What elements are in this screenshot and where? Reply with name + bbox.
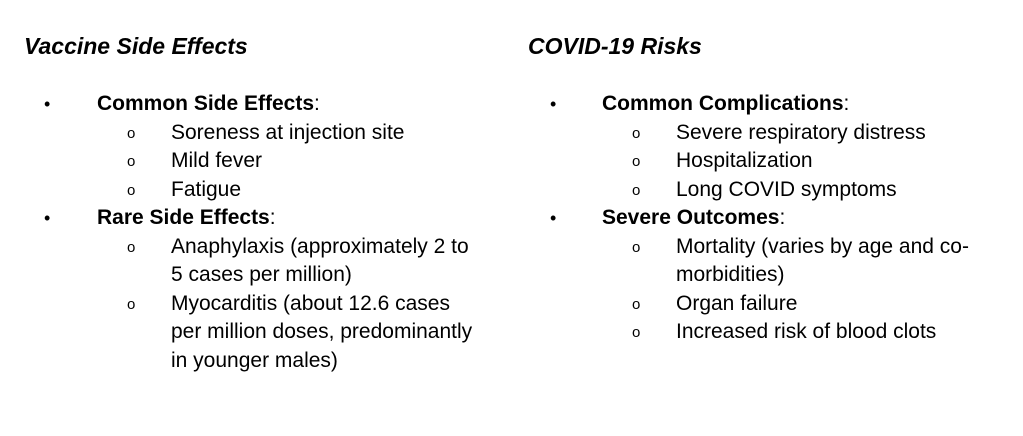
sub-list — [528, 119, 986, 205]
list-item-rare-side-effects: • Rare Side Effects: o Anaphylaxis (approximately 2 to 5 cases per million) o Myocarditis (about 12.6 cases per million doses, predominantly in younger males) — [24, 204, 481, 375]
vaccine-side-effects-title: Vaccine Side Effects — [24, 33, 248, 59]
section-label: Severe Outcomes — [602, 206, 780, 229]
circle-bullet-icon: o — [127, 124, 136, 142]
section-label: Rare Side Effects — [97, 206, 270, 229]
list-item: o Increased risk of blood clots — [528, 318, 986, 347]
circle-bullet-icon: o — [127, 153, 136, 170]
circle-bullet-icon: o — [127, 238, 136, 256]
circle-bullet-icon: o — [632, 295, 641, 313]
list-item: o Fatigue — [24, 176, 481, 205]
circle-bullet-icon: o — [632, 181, 641, 199]
covid-risks-title: COVID-19 Risks — [528, 33, 702, 59]
vaccine-side-effects-list — [24, 90, 481, 375]
list-item: o Mild fever — [24, 147, 481, 176]
circle-bullet-icon: o — [632, 324, 641, 341]
section-label: Common Complications — [602, 92, 844, 115]
circle-bullet-icon: o — [127, 181, 136, 199]
list-item: o Hospitalization — [528, 147, 986, 176]
sub-list — [528, 233, 986, 347]
section-label: Common Side Effects — [97, 92, 315, 115]
bullet-icon: • — [44, 208, 51, 228]
circle-bullet-icon: o — [632, 238, 641, 256]
list-item: o Severe respiratory distress — [528, 119, 986, 148]
bullet-icon: • — [44, 94, 51, 114]
circle-bullet-icon: o — [127, 295, 136, 313]
list-item: o Soreness at injection site — [24, 119, 481, 148]
list-item: o Organ failure — [528, 290, 986, 319]
list-item: o Anaphylaxis (approximately 2 to 5 cases per million) — [127, 234, 469, 286]
bullet-icon: • — [550, 94, 557, 114]
covid-risks-list — [528, 90, 986, 347]
sub-list — [24, 119, 481, 205]
list-item: o Mortality (varies by age and co-morbidities) — [632, 234, 969, 286]
sub-list — [24, 233, 481, 376]
circle-bullet-icon: o — [632, 153, 641, 170]
list-item-common-complications: • Common Complications: o Severe respiratory distress o Hospitalization o Long COVID symptoms — [528, 90, 986, 204]
circle-bullet-icon: o — [632, 124, 641, 142]
list-item-common-side-effects: • Common Side Effects: o Soreness at injection site o Mild fever o Fatigue — [24, 90, 481, 204]
list-item: o Long COVID symptoms — [528, 176, 986, 205]
bullet-icon: • — [550, 208, 557, 228]
list-item-severe-outcomes: • Severe Outcomes: o Mortality (varies by age and co-morbidities) o Organ failure o Increased risk of blood clots — [528, 204, 986, 347]
list-item: o Myocarditis (about 12.6 cases per million doses, predominantly in younger males) — [127, 291, 473, 372]
